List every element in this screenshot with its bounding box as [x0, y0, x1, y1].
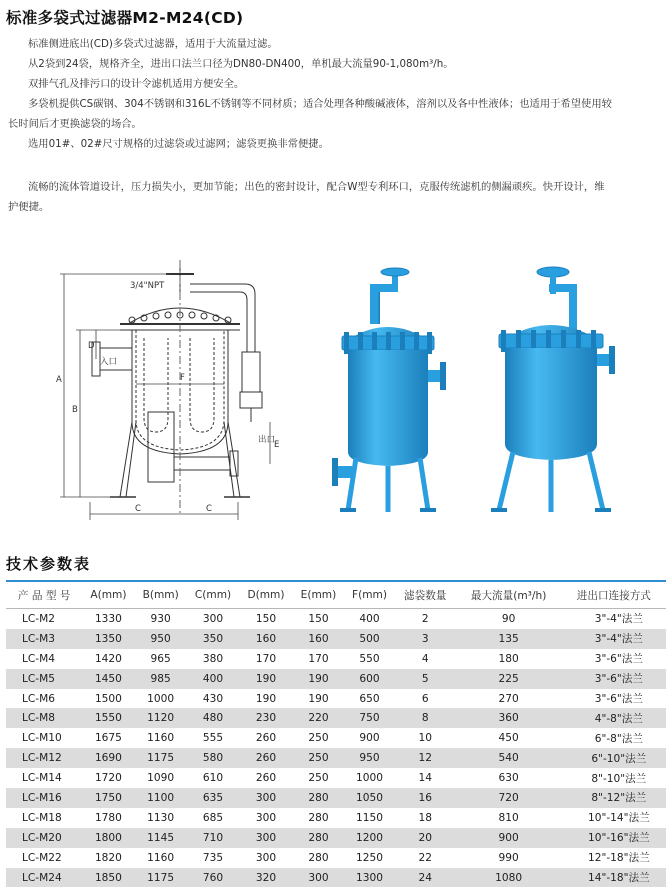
design-line: 护便捷。: [8, 201, 50, 213]
col-header: D(mm): [239, 581, 292, 609]
table-cell: 760: [187, 868, 239, 888]
table-cell: 250: [293, 728, 344, 748]
table-cell: 1450: [82, 669, 134, 689]
table-cell: 300: [239, 848, 292, 868]
table-cell: 1550: [82, 708, 134, 728]
table-cell: 250: [293, 748, 344, 768]
table-cell: 1675: [82, 728, 134, 748]
table-cell: 1175: [135, 748, 187, 768]
table-cell: 170: [239, 649, 292, 669]
table-cell: 260: [239, 728, 292, 748]
model-cell: LC-M8: [6, 708, 82, 728]
table-cell: 300: [239, 808, 292, 828]
table-cell: 1120: [135, 708, 187, 728]
table-row: [6, 649, 666, 669]
parameter-table: [6, 580, 666, 887]
dim-e-label: E: [274, 440, 280, 450]
dim-f-label: F: [180, 373, 185, 383]
table-row: [6, 728, 666, 748]
design-line: 流畅的流体管道设计，压力损失小，更加节能；出色的密封设计，配合W型专利环口，克服传统滤机的侧漏顽疾。快开设计，维: [28, 181, 605, 193]
table-cell: 3"-6"法兰: [562, 689, 666, 709]
table-cell: 8"-12"法兰: [562, 788, 666, 808]
model-cell: LC-M5: [6, 669, 82, 689]
table-cell: 930: [135, 609, 187, 629]
table-cell: 190: [239, 669, 292, 689]
table-row: [6, 828, 666, 848]
npt-label: 3/4"NPT: [130, 281, 165, 291]
table-cell: 170: [293, 649, 344, 669]
dim-a-label: A: [56, 375, 62, 385]
table-row: [6, 708, 666, 728]
table-cell: 1750: [82, 788, 134, 808]
model-cell: LC-M14: [6, 768, 82, 788]
table-cell: 1145: [135, 828, 187, 848]
table-cell: 6"-10"法兰: [562, 748, 666, 768]
table-cell: 190: [239, 689, 292, 709]
model-cell: LC-M12: [6, 748, 82, 768]
table-cell: 630: [456, 768, 562, 788]
table-cell: 450: [456, 728, 562, 748]
table-cell: 230: [239, 708, 292, 728]
table-row: [6, 768, 666, 788]
table-cell: 1000: [344, 768, 395, 788]
table-cell: 350: [187, 629, 239, 649]
table-cell: 24: [395, 868, 456, 888]
table-cell: 10: [395, 728, 456, 748]
table-cell: 6: [395, 689, 456, 709]
table-cell: 280: [293, 828, 344, 848]
dim-d-label: D: [88, 341, 95, 351]
table-cell: 8: [395, 708, 456, 728]
col-header: 最大流量(m³/h): [456, 581, 562, 609]
table-cell: 90: [456, 609, 562, 629]
table-cell: 1420: [82, 649, 134, 669]
table-cell: 260: [239, 768, 292, 788]
table-cell: 1160: [135, 728, 187, 748]
table-row: [6, 748, 666, 768]
table-cell: 3: [395, 629, 456, 649]
table-cell: 8"-10"法兰: [562, 768, 666, 788]
table-row: [6, 689, 666, 709]
vessel-render-side: [485, 262, 620, 524]
table-cell: 300: [239, 828, 292, 848]
table-cell: 635: [187, 788, 239, 808]
table-cell: 14"-18"法兰: [562, 868, 666, 888]
technical-diagram: [40, 252, 300, 524]
table-cell: 1000: [135, 689, 187, 709]
table-cell: 1820: [82, 848, 134, 868]
table-cell: 10"-16"法兰: [562, 828, 666, 848]
table-cell: 1175: [135, 868, 187, 888]
table-cell: 225: [456, 669, 562, 689]
table-cell: 1300: [344, 868, 395, 888]
table-cell: 1850: [82, 868, 134, 888]
intro-line: 双排气孔及排污口的设计令滤机适用方便安全。: [28, 78, 245, 90]
table-cell: 1150: [344, 808, 395, 828]
table-cell: 1100: [135, 788, 187, 808]
table-cell: 150: [293, 609, 344, 629]
table-cell: 260: [239, 748, 292, 768]
table-cell: 430: [187, 689, 239, 709]
page-title: 标准多袋式过滤器M2-M24(CD): [6, 9, 244, 27]
table-cell: 300: [293, 868, 344, 888]
table-cell: 555: [187, 728, 239, 748]
table-cell: 22: [395, 848, 456, 868]
intro-paragraph: [8, 34, 668, 154]
table-header-row: [6, 581, 666, 609]
table-cell: 1160: [135, 848, 187, 868]
table-cell: 950: [135, 629, 187, 649]
table-cell: 6"-8"法兰: [562, 728, 666, 748]
model-cell: LC-M22: [6, 848, 82, 868]
table-row: [6, 629, 666, 649]
table-cell: 650: [344, 689, 395, 709]
model-cell: LC-M10: [6, 728, 82, 748]
table-cell: 965: [135, 649, 187, 669]
table-cell: 720: [456, 788, 562, 808]
table-cell: 990: [456, 848, 562, 868]
table-cell: 270: [456, 689, 562, 709]
vessel-render-front: [328, 262, 448, 524]
table-row: [6, 788, 666, 808]
table-cell: 18: [395, 808, 456, 828]
table-cell: 4: [395, 649, 456, 669]
intro-line: 标准侧进底出(CD)多袋式过滤器，适用于大流量过滤。: [28, 38, 278, 50]
table-row: [6, 868, 666, 888]
table-row: [6, 848, 666, 868]
table-cell: 380: [187, 649, 239, 669]
table-cell: 1690: [82, 748, 134, 768]
model-cell: LC-M3: [6, 629, 82, 649]
table-cell: 280: [293, 848, 344, 868]
table-cell: 300: [239, 788, 292, 808]
table-cell: 3"-4"法兰: [562, 609, 666, 629]
table-cell: 12"-18"法兰: [562, 848, 666, 868]
table-cell: 400: [344, 609, 395, 629]
table-cell: 280: [293, 788, 344, 808]
model-cell: LC-M2: [6, 609, 82, 629]
table-cell: 3"-6"法兰: [562, 649, 666, 669]
table-cell: 580: [187, 748, 239, 768]
table-cell: 550: [344, 649, 395, 669]
table-cell: 985: [135, 669, 187, 689]
table-cell: 250: [293, 768, 344, 788]
dim-c-label: C: [135, 504, 141, 514]
table-cell: 1200: [344, 828, 395, 848]
table-cell: 360: [456, 708, 562, 728]
col-header: 进出口连接方式: [562, 581, 666, 609]
table-cell: 735: [187, 848, 239, 868]
table-cell: 135: [456, 629, 562, 649]
table-cell: 20: [395, 828, 456, 848]
table-cell: 480: [187, 708, 239, 728]
intro-line: 选用01#、02#尺寸规格的过滤袋或过滤网；滤袋更换非常便捷。: [28, 138, 329, 150]
table-cell: 1130: [135, 808, 187, 828]
table-cell: 900: [456, 828, 562, 848]
outlet-label: 出口: [258, 435, 276, 445]
inlet-label: 入口: [100, 357, 118, 367]
table-cell: 190: [293, 689, 344, 709]
table-cell: 900: [344, 728, 395, 748]
table-cell: 610: [187, 768, 239, 788]
intro-line: 从2袋到24袋，规格齐全，进出口法兰口径为DN80-DN400，单机最大流量90-1,080m³/h。: [28, 58, 454, 70]
col-header: C(mm): [187, 581, 239, 609]
table-cell: 280: [293, 808, 344, 828]
table-cell: 180: [456, 649, 562, 669]
table-cell: 16: [395, 788, 456, 808]
intro-line: 多袋机提供CS碳钢、304不锈钢和316L不锈钢等不同材质；适合处理各种酸碱液体，溶剂以及各中性液体；也适用于希望使用较: [28, 98, 612, 110]
table-cell: 3"-4"法兰: [562, 629, 666, 649]
table-cell: 5: [395, 669, 456, 689]
model-cell: LC-M20: [6, 828, 82, 848]
table-cell: 320: [239, 868, 292, 888]
table-cell: 1090: [135, 768, 187, 788]
table-cell: 750: [344, 708, 395, 728]
table-cell: 4"-8"法兰: [562, 708, 666, 728]
table-row: [6, 808, 666, 828]
table-cell: 160: [239, 629, 292, 649]
col-header: F(mm): [344, 581, 395, 609]
table-cell: 1330: [82, 609, 134, 629]
table-cell: 1350: [82, 629, 134, 649]
table-title: 技术参数表: [6, 555, 92, 573]
table-cell: 1500: [82, 689, 134, 709]
col-header: 产 品 型 号: [6, 581, 82, 609]
table-cell: 1250: [344, 848, 395, 868]
model-cell: LC-M24: [6, 868, 82, 888]
col-header: 滤袋数量: [395, 581, 456, 609]
table-cell: 540: [456, 748, 562, 768]
table-cell: 300: [187, 609, 239, 629]
table-cell: 2: [395, 609, 456, 629]
table-cell: 1780: [82, 808, 134, 828]
col-header: A(mm): [82, 581, 134, 609]
table-cell: 3"-6"法兰: [562, 669, 666, 689]
table-cell: 500: [344, 629, 395, 649]
table-cell: 160: [293, 629, 344, 649]
table-cell: 600: [344, 669, 395, 689]
table-cell: 220: [293, 708, 344, 728]
table-cell: 1080: [456, 868, 562, 888]
table-row: [6, 609, 666, 629]
model-cell: LC-M18: [6, 808, 82, 828]
dim-c-label-2: C: [206, 504, 212, 514]
col-header: B(mm): [135, 581, 187, 609]
table-cell: 1050: [344, 788, 395, 808]
table-cell: 1720: [82, 768, 134, 788]
table-cell: 12: [395, 748, 456, 768]
intro-line: 长时间后才更换滤袋的场合。: [8, 118, 142, 130]
table-cell: 10"-14"法兰: [562, 808, 666, 828]
table-cell: 950: [344, 748, 395, 768]
col-header: E(mm): [293, 581, 344, 609]
table-cell: 1800: [82, 828, 134, 848]
table-cell: 190: [293, 669, 344, 689]
table-cell: 14: [395, 768, 456, 788]
model-cell: LC-M6: [6, 689, 82, 709]
dim-b-label: B: [72, 405, 78, 415]
table-cell: 400: [187, 669, 239, 689]
design-paragraph: [8, 177, 668, 217]
table-cell: 150: [239, 609, 292, 629]
model-cell: LC-M4: [6, 649, 82, 669]
table-cell: 810: [456, 808, 562, 828]
table-row: [6, 669, 666, 689]
model-cell: LC-M16: [6, 788, 82, 808]
table-cell: 685: [187, 808, 239, 828]
table-cell: 710: [187, 828, 239, 848]
